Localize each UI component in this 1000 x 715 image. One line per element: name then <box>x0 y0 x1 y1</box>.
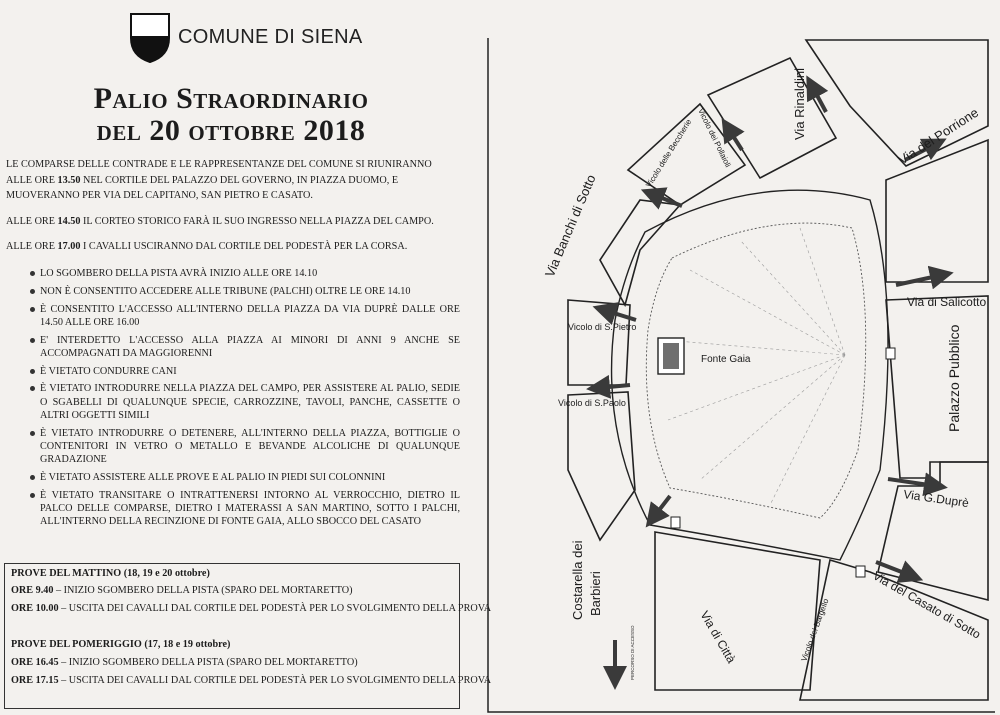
morning-heading: PROVE DEL MATTINO (18, 19 e 20 ottobre) <box>11 568 210 579</box>
block-south <box>655 532 820 690</box>
label-vicolo-s-paolo: Vicolo di S.Paolo <box>558 398 626 408</box>
label-fonte-gaia: Fonte Gaia <box>701 354 751 365</box>
title-line-1: Palio Straordinario <box>93 82 369 115</box>
label-costarella-2: Barbieri <box>588 571 603 616</box>
marker-icon <box>886 348 895 359</box>
intro-paragraph-2: ALLE ORE 14.50 IL CORTEO STORICO FARÀ IL SUO INGRESSO NELLA PIAZZA DEL CAMPO. <box>6 216 434 227</box>
afternoon-row-2: ORE 17.15 – USCITA DEI CAVALLI DAL CORTILE DEL PODESTÀ PER LO SVOLGIMENTO DELLA PROVA <box>11 675 492 686</box>
list-item: È CONSENTITO L'ACCESSO ALL'INTERNO DELLA PIAZZA DA VIA DUPRÈ DALLE ORE 14.50 ALLE ORE 16.00 <box>10 303 460 329</box>
afternoon-heading: PROVE DEL POMERIGGIO (17, 18 e 19 ottobre) <box>11 639 231 650</box>
label-vicolo-beccherie: Vicolo delle Beccherie <box>644 117 694 190</box>
list-item: NON È CONSENTITO ACCEDERE ALLE TRIBUNE (PALCHI) OLTRE LE ORE 14.10 <box>10 285 460 298</box>
piazza-outer-edge <box>612 190 888 560</box>
morning-row-2: ORE 10.00 – USCITA DEI CAVALLI DAL CORTILE DEL PODESTÀ PER LO SVOLGIMENTO DELLA PROVA <box>11 603 492 614</box>
list-item: È VIETATO INTRODURRE NELLA PIAZZA DEL CAMPO, PER ASSISTERE AL PALIO, SEDIE O SGABELLI DI QUALUNQUE SPECIE, CARROZZINE, TAVOLI, PANCHE, CASSETTE O ALTRI OGGETTI SIMILI <box>10 382 460 422</box>
list-item: E' INTERDETTO L'ACCESSO ALLA PIAZZA AI MINORI DI ANNI 9 ANCHE SE ACCOMPAGNATI DA MAGGIORENNI <box>10 334 460 360</box>
arrow-salicotto <box>896 275 942 285</box>
label-vicolo-s-pietro: Vicolo di S.Pietro <box>568 322 637 332</box>
block-west <box>568 300 630 385</box>
label-via-casato: Via del Casato di Sotto <box>870 568 984 642</box>
label-costarella-1: Costarella dei <box>570 540 585 620</box>
list-item: È VIETATO ASSISTERE ALLE PROVE E AL PALIO IN PIEDI SUI COLONNINI <box>10 471 460 484</box>
label-vicolo-pollaioli: Vicolo dei Pollaioli <box>696 106 733 169</box>
label-percorso-accesso: PERCORSO DI ACCESSO <box>630 625 635 680</box>
arrow-pollaioli <box>728 128 742 150</box>
afternoon-row-1: ORE 16.45 – INIZIO SGOMBERO DELLA PISTA (SPARO DEL MORTARETTO) <box>11 657 358 668</box>
intro-paragraph-3: ALLE ORE 17.00 I CAVALLI USCIRANNO DAL CORTILE DEL PODESTÀ PER LA CORSA. <box>6 241 408 252</box>
list-item: È VIETATO INTRODURRE O DETENERE, ALL'INTERNO DELLA PIAZZA, BOTTIGLIE O CONTENITORI IN VETRO O METALLO E BEVANDE ALCOLICHE DI QUALUNQUE GRADAZIONE <box>10 427 460 467</box>
label-palazzo-pubblico: Palazzo Pubblico <box>946 324 962 432</box>
block-palazzo <box>886 296 988 478</box>
morning-row-1: ORE 9.40 – INIZIO SGOMBERO DELLA PISTA (SPARO DEL MORTARETTO) <box>11 585 353 596</box>
label-via-porrione: Via del Porrione <box>895 104 982 168</box>
list-item: È VIETATO TRANSITARE O INTRATTENERSI INTORNO AL VERROCCHIO, DIETRO IL PALCO DELLE COMPARSE, DIETRO I MATERASSI A SAN MARTINO, SOTTO I PALCHI, ALL'INTERNO DELLA RECINZIONE DI FONTE GAIA, ALLO SBOCCO DEL CASATO <box>10 489 460 529</box>
label-vicolo-bargello: Vicolo del Bargello <box>799 597 831 663</box>
arrow-costarella <box>653 496 670 518</box>
marker-icon <box>671 517 680 528</box>
arrow-dupre <box>888 479 936 486</box>
label-via-citta: Via di Città <box>697 608 739 666</box>
marker-icon <box>856 566 865 577</box>
arrow-s-pietro <box>604 310 636 320</box>
list-item: LO SGOMBERO DELLA PISTA AVRÀ INIZIO ALLE ORE 14.10 <box>10 267 460 280</box>
label-via-rinaldini: Via Rinaldini <box>792 67 807 140</box>
comune-name: COMUNE DI SIENA <box>178 26 363 48</box>
label-via-dupre: Via G.Duprè <box>902 487 970 511</box>
title-line-2: del 20 ottobre 2018 <box>96 114 366 147</box>
intro-paragraph-1: LE COMPARSE DELLE CONTRADE E LE RAPPRESENTANZE DEL COMUNE SI RIUNIRANNO ALLE ORE 13.50 NEL CORTILE DEL PALAZZO DEL GOVERNO, IN PIAZZA DUOMO, E MUOVERANNO PER VIA DEL CAPITANO, SAN PIETRO E CASATO. <box>6 159 432 201</box>
label-via-salicotto: Via di Salicotto <box>907 295 987 309</box>
list-item: È VIETATO CONDURRE CANI <box>10 365 460 378</box>
label-via-banchi: Via Banchi di Sotto <box>541 172 599 280</box>
block-banchi <box>600 200 680 305</box>
block-north-east <box>806 40 988 166</box>
